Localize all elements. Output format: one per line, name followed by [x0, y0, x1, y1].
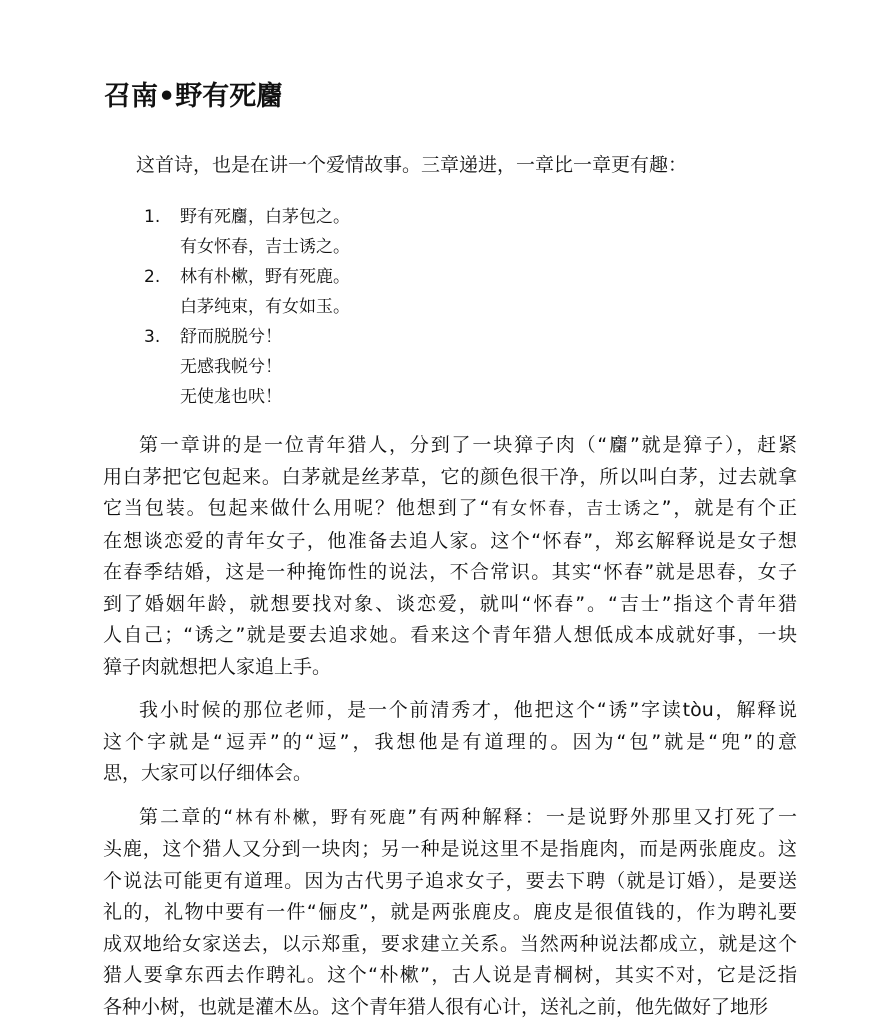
- text-line: [103, 526, 797, 558]
- text-line: [103, 758, 797, 790]
- poem-line: 有女怀春，吉士诱之。: [180, 237, 350, 257]
- text-segment: 它当包装。包起来做什么用呢？他想到了“: [103, 497, 490, 519]
- stanza-number: 2.: [144, 267, 161, 287]
- body-paragraph: [103, 802, 797, 1024]
- page-title: 召南•野有死麕: [104, 81, 284, 112]
- text-segment: 用白茅把它包起来。白茅就是丝茅草，它的颜色很干净，所以叫白茅，过去就拿: [103, 465, 797, 488]
- text-line: [103, 430, 797, 462]
- text-segment: 在春季结婚，这是一种掩饰性的说法，不合常识。其实“怀春”就是思春，女子: [103, 561, 797, 583]
- text-segment: ”有两种解释：一是说野外那里又打死了一: [407, 805, 797, 828]
- text-segment: 在想谈恋爱的青年女子，他准备去追人家。这个“怀春”，郑玄解释说是女子想: [103, 529, 797, 552]
- text-line: [103, 462, 797, 494]
- text-line: [103, 802, 797, 835]
- text-segment: 思，大家可以仔细体会。: [103, 762, 313, 784]
- text-segment: 礼的，礼物中要有一件“俪皮”，就是两张鹿皮。鹿皮是很值钱的，作为聘礼要: [103, 901, 797, 923]
- text-line: [103, 695, 797, 727]
- intro-paragraph: 这首诗，也是在讲一个爱情故事。三章递进，一章比一章更有趣：: [136, 154, 688, 176]
- text-line: [103, 960, 797, 992]
- text-segment: 第一章讲的是一位青年猎人，分到了一块獐子肉（“麕”就是獐子），赶紧: [139, 434, 797, 456]
- poem-line: 林有朴樕，野有死鹿。: [180, 267, 350, 287]
- text-line: [103, 992, 797, 1024]
- body-paragraph: [103, 695, 797, 790]
- text-line: [103, 866, 797, 898]
- text-line: [103, 727, 797, 759]
- quoted-verse: 林有朴樕，野有死鹿: [233, 807, 408, 828]
- text-segment: 个说法可能更有道理。因为古代男子追求女子，要去下聘（就是订婚），是要送: [103, 869, 797, 892]
- text-segment: 各种小树，也就是灌木丛。这个青年猎人很有心计，送礼之前，他先做好了地形: [103, 995, 769, 1018]
- poem-stanza-1: [144, 202, 350, 262]
- text-line: [103, 493, 797, 526]
- text-line: [103, 929, 797, 961]
- text-segment: 头鹿，这个猎人又分到一块肉；另一种是说这里不是指鹿肉，而是两张鹿皮。这: [103, 838, 797, 860]
- text-segment: 这个字就是“逗弄”的“逗”，我想他是有道理的。因为“包”就是“兜”的意: [103, 730, 797, 753]
- text-segment: 獐子肉就想把人家追上手。: [103, 655, 332, 678]
- text-line: [103, 557, 797, 589]
- text-segment: 第二章的“: [139, 805, 234, 828]
- text-segment: 猎人要拿东西去作聘礼。这个“朴樕”，古人说是青棡树，其实不对，它是泛指: [103, 964, 797, 986]
- text-line: [103, 897, 797, 929]
- quoted-verse: 有女怀春，吉士诱之: [489, 499, 662, 519]
- text-line: [103, 834, 797, 866]
- poem-line: 舒而脱脱兮！: [180, 327, 282, 347]
- poem-stanza-3: [144, 322, 350, 412]
- poem-line: 白茅纯束，有女如玉。: [180, 297, 350, 317]
- text-segment: 我小时候的那位老师，是一个前清秀才，他把这个“诱”字读tòu，解释说: [139, 699, 797, 721]
- text-segment: 人自己；“诱之”就是要去追求她。看来这个青年猎人想低成本成就好事，一块: [103, 624, 797, 646]
- text-line: [103, 589, 797, 621]
- body-text: [103, 430, 797, 1035]
- text-line: [103, 620, 797, 652]
- text-line: [103, 652, 797, 684]
- poem-line: 野有死麕，白茅包之。: [180, 207, 350, 227]
- text-segment: 成双地给女家送去，以示郑重，要求建立关系。当然两种说法都成立，就是这个: [103, 932, 797, 955]
- poem-stanza-2: [144, 262, 350, 322]
- poem-line: 无感我帨兮！: [180, 357, 282, 377]
- stanza-number: 3.: [144, 327, 161, 347]
- poem-list: [144, 202, 350, 412]
- stanza-number: 1.: [144, 207, 161, 227]
- text-segment: 到了婚姻年龄，就想要找对象、谈恋爱，就叫“怀春”。“吉士”指这个青年猎: [103, 592, 797, 615]
- text-segment: ”，就是有个正: [661, 497, 798, 519]
- poem-line: 无使尨也吠！: [180, 387, 282, 407]
- body-paragraph: [103, 430, 797, 683]
